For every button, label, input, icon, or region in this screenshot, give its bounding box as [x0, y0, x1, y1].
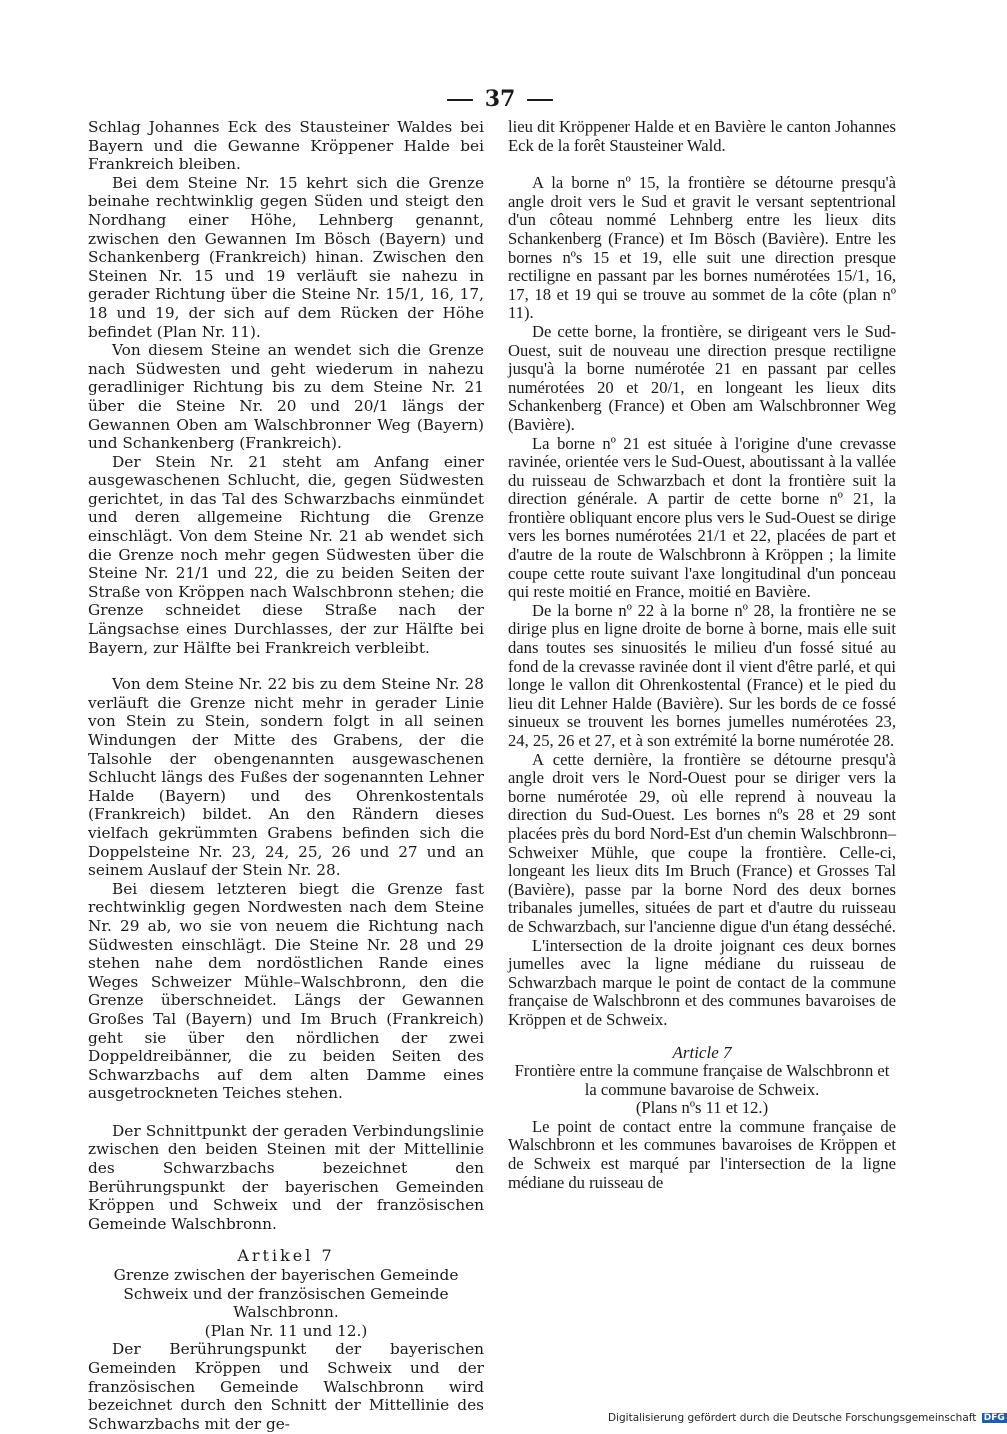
- german-article-heading: Artikel 7: [237, 1246, 335, 1266]
- french-plan-reference: (Plans nºs 11 et 12.): [635, 1098, 769, 1118]
- french-column: [508, 118, 896, 1192]
- page-number: [0, 86, 1000, 112]
- digitization-footer: [608, 1412, 1007, 1424]
- german-paragraph: Bei diesem letzteren biegt die Grenze fast rechtwinklig gegen Nordwesten nach dem Steine Nr. 29 ab, wo sie von neuem die Richtung nach Südwesten einschlägt. Die Steine Nr. 28 und 29 stehen nahe dem nordöstlichen Rande eines Weges Schweizer Mühle–Walschbronn, den die Grenze überschneidet. Längs der Gewannen Großes Tal (Bayern) und Im Bruch (Frankreich) geht sie über den nördlichen der zwei Doppeldreibänner, die zu beiden Seiten des Schwarzbachs auf dem alten Damme eines ausgetrockneten Teiches stehen.: [88, 879, 484, 1103]
- german-paragraph: Der Berührungspunkt der bayerischen Gemeinden Kröppen und Schweix und der französischen Gemeinde Walschbronn wird bezeichnet durch den Schnitt der Mittellinie des Schwarzbachs mit der ge-: [88, 1340, 484, 1433]
- footer-text: Digitalisierung gefördert durch die Deutsche Forschungsgemeinschaft: [608, 1412, 977, 1424]
- french-paragraph: De la borne nº 22 à la borne nº 28, la frontière ne se dirige plus en ligne droite de borne à borne, mais elle suit dans toutes ses sinuosités le milieu d'un fossé situé au fond de la crevasse ravinée dont il vient d'être parlé, et qui longe le vallon dit Ohrenkostental (France) et le pied du lieu dit Lehner Halde (Bavière). Sur les bords de ce fossé sinueux se trouvent les bornes jumelles numérotées 23, 24, 25, 26 et 27, et à son extrémité la borne numérotée 28.: [508, 600, 896, 750]
- german-paragraph: Der Schnittpunkt der geraden Verbindungslinie zwischen den beiden Steinen mit der Mittellinie des Schwarzbachs bezeichnet den Berührungspunkt der bayerischen Gemeinden Kröppen und Schweix und der französischen Gemeinde Walschbronn.: [88, 1121, 484, 1233]
- page-number-value: 37: [484, 86, 516, 112]
- french-paragraph: A cette dernière, la frontière se détourne presqu'à angle droit vers le Nord-Ouest pour se diriger vers la borne numérotée 29, où elle reprend à nouveau la direction du Sud-Ouest. Les bornes nºs 28 et 29 sont placées près du bord Nord-Est d'un chemin Walschbronn–Schweixer Mühle, que coupe la frontière. Celle-ci, longeant les lieux dits Im Bruch (France) et Grosses Tal (Bavière), passe par la borne Nord des deux bornes tribanales jumelles, situées de part et d'autre du ruisseau de Schwarzbach, sur l'ancienne digue d'un étang desséché.: [508, 749, 896, 936]
- french-paragraph: lieu dit Kröppener Halde et en Bavière le canton Johannes Eck de la forêt Stausteiner Wald.: [508, 117, 896, 155]
- german-column: [88, 118, 484, 1433]
- german-paragraph: Von diesem Steine an wendet sich die Grenze nach Südwesten und geht wiederum in nahezu geradliniger Richtung bis zu dem Steine Nr. 21 über die Steine Nr. 20 und 20/1 längs der Gewannen Oben am Walschbronner Weg (Bayern) und Schankenberg (Frankreich).: [88, 341, 484, 453]
- dfg-logo: DFG: [983, 1413, 1005, 1423]
- german-paragraph: Der Stein Nr. 21 steht am Anfang einer ausgewaschenen Schlucht, die, gegen Südwesten gerichtet, in das Tal des Schwarzbachs einmündet und deren allgemeine Richtung die Grenze einschlägt. Von dem Steine Nr. 21 ab wendet sich die Grenze noch mehr gegen Südwesten über die Steine Nr. 21/1 und 22, die zu beiden Seiten der Straße von Kröppen nach Walschbronn stehen; die Grenze schneidet diese Straße nach der Längsachse eines Durchlasses, der zur Hälfte bei Bayern, zur Hälfte bei Frankreich verbleibt.: [88, 452, 484, 657]
- french-paragraph: De cette borne, la frontière, se dirigeant vers le Sud-Ouest, suit de nouveau une direction presque rectiligne jusqu'à la borne numérotée 21 en passant par celles numérotées 20 et 20/1, en longeant les lieux dits Schankenberg (France) et Oben am Walschbronner Weg (Bavière).: [508, 321, 896, 434]
- german-plan-reference: (Plan Nr. 11 und 12.): [204, 1321, 368, 1340]
- french-paragraph: La borne nº 21 est située à l'origine d'une crevasse ravinée, orientée vers le Sud-Ouest, aboutissant à la vallée du ruisseau de Schwarzbach et dont la frontière suit la direction générale. A partir de cette borne nº 21, la frontière obliquant encore plus vers le Sud-Ouest se dirige vers les bornes numérotées 21/1 et 22, placées de part et d'autre de la route de Walschbronn à Kröppen ; la limite coupe cette route suivant l'axe longitudinal d'un ponceau qui reste moitié en France, moitié en Bavière.: [508, 433, 896, 602]
- german-paragraph: Bei dem Steine Nr. 15 kehrt sich die Grenze beinahe rechtwinklig gegen Süden und steigt den Nordhang einer Höhe, Lehnberg genannt, zwischen den Gewannen Im Bösch (Bayern) und Schankenberg (Frankreich) hinan. Zwischen den Steinen Nr. 15 und 19 verläuft sie nahezu in gerader Richtung über die Steine Nr. 15/1, 16, 17, 18 und 19, der sich auf dem Rücken der Höhe befindet (Plan Nr. 11).: [88, 173, 484, 341]
- german-paragraph: Von dem Steine Nr. 22 bis zu dem Steine Nr. 28 verläuft die Grenze nicht mehr in gerader Linie von Stein zu Stein, sondern folgt in all seinen Windungen der Mitte des Grabens, der die Talsohle der obengenannten ausgewaschenen Schlucht längs des Fußes der sogenannten Lehner Halde (Bayern) und des Ohrenkostentals (Frankreich) bildet. An den Rändern dieses vielfach gekrümmten Grabens befinden sich die Doppelsteine Nr. 23, 24, 25, 26 und 27 und an seinem Auslauf der Stein Nr. 28.: [88, 675, 484, 880]
- french-article-subtitle: Frontière entre la commune française de Walschbronn et la commune bavaroise de Schweix.: [514, 1061, 890, 1099]
- german-article-subtitle: Grenze zwischen der bayerischen Gemeinde Schweix und der französischen Gemeinde Walschbronn.: [113, 1266, 459, 1322]
- french-paragraph: L'intersection de la droite joignant ces deux bornes jumelles avec la ligne médiane du ruisseau de Schwarzbach marque le point de contact de la commune française de Walschbronn et des communes bavaroises de Kröppen et de Schweix.: [508, 935, 896, 1029]
- french-article-heading: Article 7: [672, 1042, 732, 1062]
- french-paragraph: Le point de contact entre la commune française de Walschbronn et les communes bavaroises de Kröppen et de Schweix est marqué par l'intersection de la ligne médiane du ruisseau de: [508, 1116, 896, 1192]
- french-paragraph: A la borne nº 15, la frontière se détourne presqu'à angle droit vers le Sud et gravit le versant septentrional d'un côteau nommé Lehnberg entre les lieux dits Schankenberg (France) et Im Bösch (Bavière). Entre les bornes nºs 15 et 19, elle suit une direction presque rectiligne en passant par les bornes numérotées 15/1, 16, 17, 18 et 19 qui se trouve au sommet de la côte (plan nº 11).: [508, 173, 896, 323]
- german-paragraph: Schlag Johannes Eck des Stausteiner Waldes bei Bayern und die Gewanne Kröppener Halde bei Frankreich bleiben.: [88, 118, 484, 174]
